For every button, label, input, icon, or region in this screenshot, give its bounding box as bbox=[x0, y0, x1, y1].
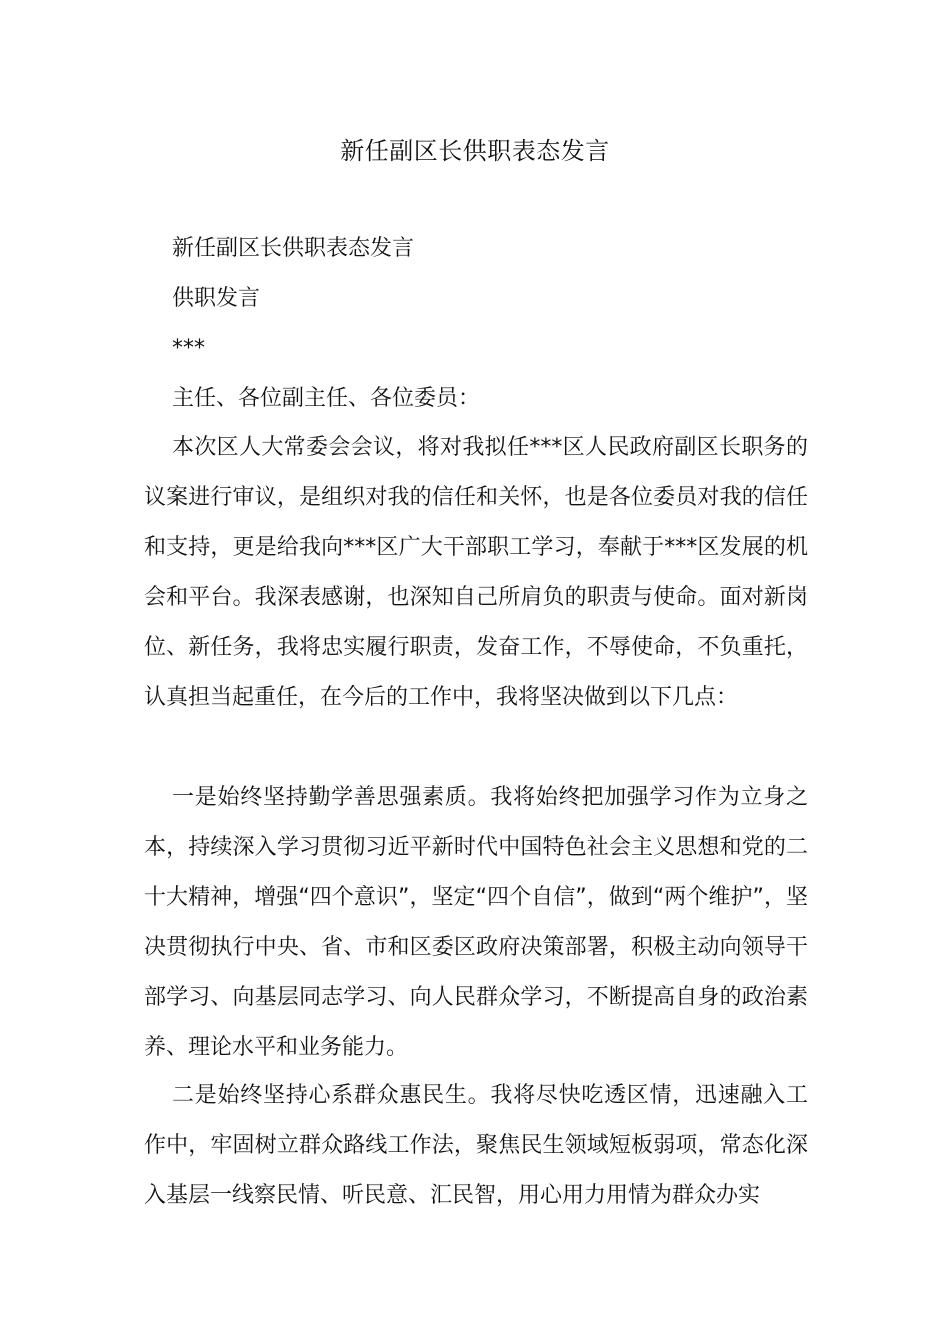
paragraph-intro: 本次区人大常委会会议，将对我拟任***区人民政府副区长职务的议案进行审议，是组织对我的信任和关怀，也是各位委员对我的信任和支持，更是给我向***区广大干部职工学习，奉献于***区发展的机会和平台。我深表感谢，也深知自己所肩负的职责与使命。面对新岗位、新任务，我将忠实履行职责，发奋工作，不辱使命，不负重托，认真担当起重任，在今后的工作中，我将坚决做到以下几点： bbox=[144, 435, 808, 710]
document-subtitle: 新任副区长供职表态发言 bbox=[172, 236, 415, 261]
paragraph-point-two: 二是始终坚持心系群众惠民生。我将尽快吃透区情，迅速融入工作中，牢固树立群众路线工作法，聚焦民生领域短板弱项，常态化深入基层一线察民情、听民意、汇民智，用心用力用情为群众办实 bbox=[144, 1083, 808, 1208]
document-heading: 供职发言 bbox=[172, 286, 261, 311]
document-title: 新任副区长供职表态发言 bbox=[340, 137, 610, 165]
document-author: *** bbox=[172, 336, 205, 361]
paragraph-point-one: 一是始终坚持勤学善思强素质。我将始终把加强学习作为立身之本，持续深入学习贯彻习近平新时代中国特色社会主义思想和党的二十大精神，增强“四个意识”，坚定“四个自信”，做到“两个维护”，坚决贯彻执行中央、省、市和区委区政府决策部署，积极主动向领导干部学习、向基层同志学习、向人民群众学习，不断提高自身的政治素养、理论水平和业务能力。 bbox=[144, 785, 808, 1060]
salutation: 主任、各位副主任、各位委员： bbox=[172, 386, 481, 411]
